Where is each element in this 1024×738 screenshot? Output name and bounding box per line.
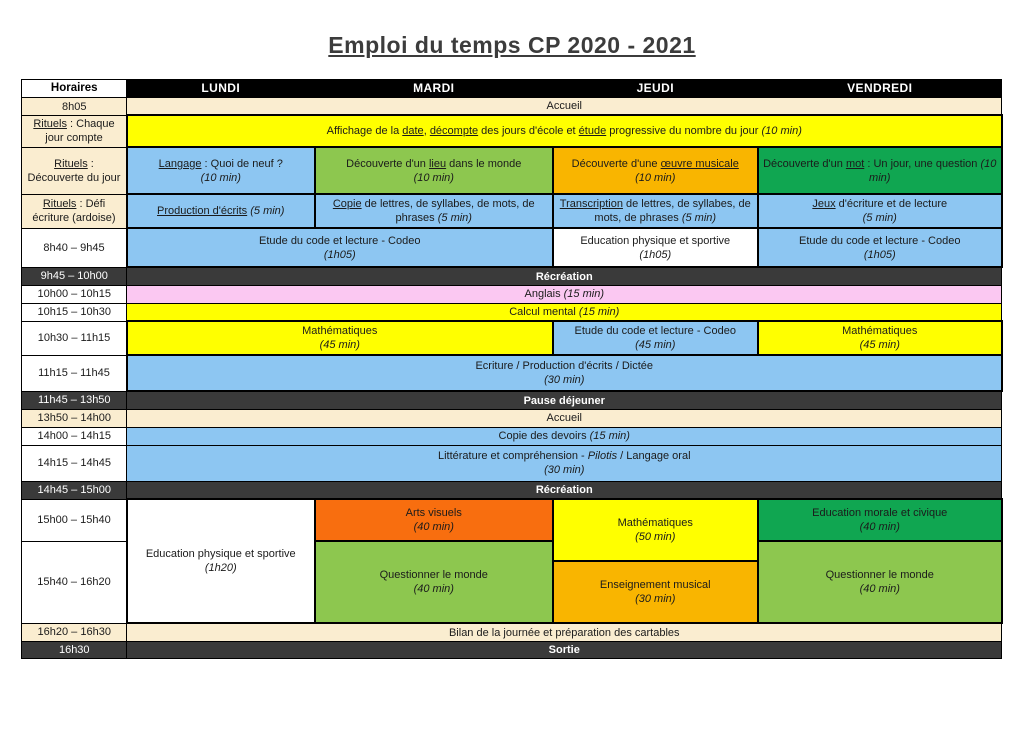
cell-duration: (40 min) xyxy=(859,521,900,534)
cell-duration: (30 min) xyxy=(544,464,585,477)
cell-label: Langage : Quoi de neuf ? xyxy=(158,157,283,170)
cell-duration: (1h05) xyxy=(639,248,672,261)
cell-label: Questionner le monde xyxy=(379,569,488,582)
cell-rituels-date: Affichage de la date, décompte des jours d'école et étude progressive du nombre du jour (10 min) xyxy=(127,115,1002,147)
cell-enseignement-musical xyxy=(553,561,758,623)
row-sortie xyxy=(22,641,1002,658)
time-16h20-16h30: 16h20 – 16h30 xyxy=(22,623,127,641)
cell-ecriture-dictee xyxy=(127,355,1002,391)
time-13h50-14h00: 13h50 – 14h00 xyxy=(22,409,127,427)
cell-duration: (1h20) xyxy=(204,562,237,575)
cell-label: Mathématiques xyxy=(302,325,378,338)
cell-label: Mathématiques xyxy=(842,325,918,338)
time-rituels-jour: Rituels : Chaque jour compte xyxy=(22,115,127,147)
cell-duration: (40 min) xyxy=(413,583,454,596)
page-title: Emploi du temps CP 2020 - 2021 xyxy=(328,32,696,58)
cell-copie: Copie de lettres, de syllabes, de mots, de phrases (5 min) xyxy=(315,194,553,228)
col-header-jeudi: JEUDI xyxy=(553,80,758,98)
cell-accueil-morning: Accueil xyxy=(127,98,1002,116)
header-row xyxy=(22,80,1002,98)
cell-duration: (45 min) xyxy=(859,339,900,352)
cell-transcription: Transcription de lettres, de syllabes, de mots, de phrases (5 min) xyxy=(553,194,758,228)
cell-duration: (1h05) xyxy=(863,248,896,261)
cell-label: Découverte d'une œuvre musicale xyxy=(571,157,739,170)
cell-duration: (45 min) xyxy=(635,339,676,352)
cell-questionner-mardi xyxy=(315,541,553,623)
cell-label: Education physique et sportive xyxy=(145,548,296,561)
row-recreation-1 xyxy=(22,267,1002,285)
cell-duration: (10 min) xyxy=(635,171,676,184)
cell-label: Education morale et civique xyxy=(812,507,948,520)
cell-langage xyxy=(127,147,315,194)
time-14h45-15h00: 14h45 – 15h00 xyxy=(22,481,127,499)
cell-label: Mathématiques xyxy=(617,517,693,530)
row-recreation-2 xyxy=(22,481,1002,499)
cell-duration: (30 min) xyxy=(635,593,676,606)
time-8h05: 8h05 xyxy=(22,98,127,116)
cell-litterature xyxy=(127,445,1002,481)
cell-arts-visuels xyxy=(315,499,553,541)
cell-duration: (30 min) xyxy=(544,374,585,387)
time-9h45-10h00: 9h45 – 10h00 xyxy=(22,267,127,285)
cell-duration: (1h05) xyxy=(323,248,356,261)
time-8h40-9h45: 8h40 – 9h45 xyxy=(22,228,127,267)
cell-questionner-vendredi xyxy=(758,541,1002,623)
cell-label: Ecriture / Production d'écrits / Dictée xyxy=(475,360,654,373)
cell-production-ecrits: Production d'écrits (5 min) xyxy=(127,194,315,228)
cell-education-morale xyxy=(758,499,1002,541)
time-10h15-10h30: 10h15 – 10h30 xyxy=(22,303,127,321)
cell-label: Enseignement musical xyxy=(599,579,711,592)
col-header-horaires: Horaires xyxy=(22,80,127,98)
cell-sortie: Sortie xyxy=(127,641,1002,658)
cell-duration: (45 min) xyxy=(319,339,360,352)
cell-maths-jeudi xyxy=(553,499,758,561)
cell-recreation-2: Récréation xyxy=(127,481,1002,499)
cell-duration: (10 min) xyxy=(200,171,241,184)
cell-eps-pm xyxy=(127,499,315,623)
time-11h15-11h45: 11h15 – 11h45 xyxy=(22,355,127,391)
cell-codeo-jeudi xyxy=(553,321,758,355)
cell-accueil-pm: Accueil xyxy=(127,409,1002,427)
time-10h30-11h15: 10h30 – 11h15 xyxy=(22,321,127,355)
cell-label: Littérature et compréhension - Pilotis / Langage oral xyxy=(437,450,691,463)
col-header-lundi: LUNDI xyxy=(127,80,315,98)
time-11h45-13h50: 11h45 – 13h50 xyxy=(22,391,127,409)
time-16h30: 16h30 xyxy=(22,641,127,658)
cell-duration: (40 min) xyxy=(413,521,454,534)
time-15h40-16h20: 15h40 – 16h20 xyxy=(22,541,127,623)
cell-maths-vendredi xyxy=(758,321,1002,355)
time-rituels-decouverte: Rituels : Découverte du jour xyxy=(22,147,127,194)
cell-duration: (10 min) xyxy=(413,171,454,184)
cell-duration: (50 min) xyxy=(635,531,676,544)
cell-label: Découverte d'un mot : Un jour, une question (10 min) xyxy=(763,157,997,184)
time-15h00-15h40: 15h00 – 15h40 xyxy=(22,499,127,541)
cell-pause-dejeuner: Pause déjeuner xyxy=(127,391,1002,409)
cell-duration: (40 min) xyxy=(859,583,900,596)
cell-anglais: Anglais (15 min) xyxy=(127,285,1002,303)
cell-copie-devoirs: Copie des devoirs (15 min) xyxy=(127,427,1002,445)
cell-label: Etude du code et lecture - Codeo xyxy=(259,234,421,247)
cell-label: Questionner le monde xyxy=(825,569,934,582)
cell-eps-jeudi xyxy=(553,228,758,267)
cell-codeo-vendredi xyxy=(758,228,1002,267)
cell-label: Découverte d'un lieu dans le monde xyxy=(346,157,522,170)
col-header-mardi: MARDI xyxy=(315,80,553,98)
col-header-vendredi: VENDREDI xyxy=(758,80,1002,98)
cell-bilan: Bilan de la journée et préparation des cartables xyxy=(127,623,1002,641)
cell-label: Education physique et sportive xyxy=(580,234,731,247)
cell-label: Jeux d'écriture et de lecture xyxy=(812,198,948,211)
cell-codeo-lundi-mardi xyxy=(127,228,553,267)
time-14h00-14h15: 14h00 – 14h15 xyxy=(22,427,127,445)
cell-jeux-ecriture xyxy=(758,194,1002,228)
cell-decouverte-mot xyxy=(758,147,1002,194)
cell-recreation-1: Récréation xyxy=(127,267,1002,285)
time-rituels-defi: Rituels : Défi écriture (ardoise) xyxy=(22,194,127,228)
cell-duration: (5 min) xyxy=(862,212,897,225)
cell-calcul-mental: Calcul mental (15 min) xyxy=(127,303,1002,321)
time-10h00-10h15: 10h00 – 10h15 xyxy=(22,285,127,303)
cell-label: Etude du code et lecture - Codeo xyxy=(799,234,961,247)
timetable xyxy=(21,79,1003,659)
cell-label: Etude du code et lecture - Codeo xyxy=(574,325,736,338)
cell-maths-lundi-mardi xyxy=(127,321,553,355)
time-14h15-14h45: 14h15 – 14h45 xyxy=(22,445,127,481)
cell-oeuvre-musicale xyxy=(553,147,758,194)
cell-label: Arts visuels xyxy=(405,507,462,520)
row-pause-dejeuner xyxy=(22,391,1002,409)
cell-decouverte-lieu xyxy=(315,147,553,194)
